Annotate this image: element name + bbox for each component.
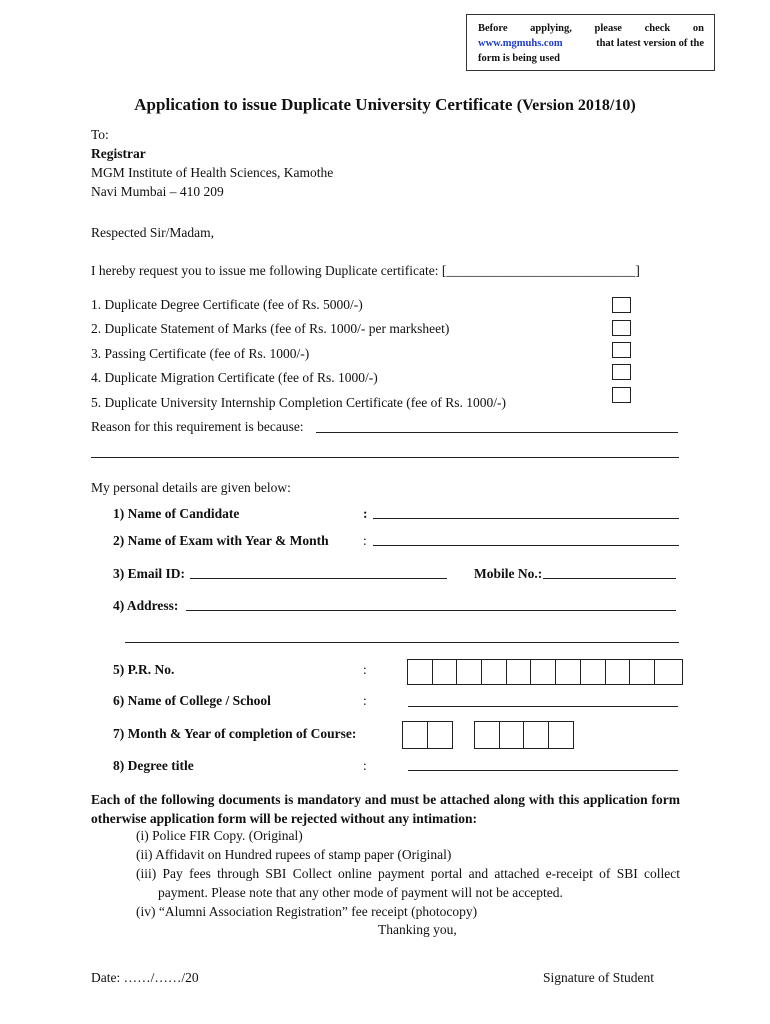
mandatory-note: Each of the following documents is mandatory and must be attached along with this application form otherwise application form will be rejected without any intimation: (91, 792, 680, 826)
name-exam-input[interactable] (373, 545, 679, 546)
name-exam-label: 2) Name of Exam with Year & Month (113, 533, 329, 548)
mobile-label: Mobile No.: (474, 566, 543, 581)
name-candidate-label: 1) Name of Candidate (113, 506, 240, 521)
notice-word: please (594, 23, 622, 34)
salutation: Respected Sir/Madam, (91, 225, 214, 240)
completion-label: 7) Month & Year of completion of Course: (113, 726, 357, 741)
completion-month-boxes[interactable] (402, 721, 453, 749)
institute-name: MGM Institute of Health Sciences, Kamothe (91, 165, 334, 180)
pr-no-label: 5) P.R. No. (113, 662, 175, 677)
notice-word: on (692, 23, 704, 34)
date-field[interactable]: Date: ……/……/20 (91, 970, 199, 985)
notice-text: that latest version of the (596, 38, 704, 49)
address-label: 4) Address: (113, 598, 179, 613)
completion-year-boxes[interactable] (474, 721, 574, 749)
pr-no-boxes[interactable] (407, 659, 683, 685)
reason-input-line-2[interactable] (91, 457, 679, 458)
document-item: (i) Police FIR Copy. (Original) (136, 828, 303, 843)
document-item: (ii) Affidavit on Hundred rupees of stamp paper (Original) (136, 847, 452, 862)
request-line[interactable]: I hereby request you to issue me following Duplicate certificate: [____________________________] (91, 263, 640, 278)
notice-word: applying, (530, 23, 572, 34)
document-item: (iii) Pay fees through SBI Collect online payment portal and attached e-receipt of SBI collect (136, 866, 680, 881)
form-title (0, 95, 770, 115)
colon: : (363, 693, 367, 708)
certificate-option: 4. Duplicate Migration Certificate (fee of Rs. 1000/-) (91, 370, 378, 385)
colon: : (363, 662, 367, 677)
registrar: Registrar (91, 146, 146, 161)
notice-word: Before (478, 23, 508, 34)
version-notice-box (466, 14, 715, 71)
degree-input[interactable] (408, 770, 678, 771)
reason-label: Reason for this requirement is because: (91, 419, 304, 434)
signature-label: Signature of Student (543, 970, 654, 985)
college-label: 6) Name of College / School (113, 693, 271, 708)
certificate-option: 5. Duplicate University Internship Completion Certificate (fee of Rs. 1000/-) (91, 395, 507, 410)
certificate-option: 1. Duplicate Degree Certificate (fee of Rs. 5000/-) (91, 297, 363, 312)
checkbox-migration[interactable] (612, 364, 631, 380)
address-input-2[interactable] (125, 642, 679, 643)
title-main: Application to issue Duplicate University Certificate (134, 95, 513, 114)
email-label: 3) Email ID: (113, 566, 185, 581)
notice-text: form is being used (478, 53, 560, 64)
certificate-option: 3. Passing Certificate (fee of Rs. 1000/-) (91, 346, 310, 361)
email-input[interactable] (190, 578, 447, 579)
checkbox-degree[interactable] (612, 297, 631, 313)
document-item-continued: payment. Please note that any other mode of payment will not be accepted. (158, 885, 563, 900)
website-link[interactable]: www.mgmuhs.com (478, 38, 563, 49)
document-item: (iv) “Alumni Association Registration” fee receipt (photocopy) (136, 904, 478, 919)
name-candidate-input[interactable] (373, 518, 679, 519)
checkbox-internship[interactable] (612, 387, 631, 403)
reason-input-line[interactable] (316, 432, 678, 433)
to-label: To: (91, 127, 109, 142)
personal-intro: My personal details are given below: (91, 480, 291, 495)
certificate-option: 2. Duplicate Statement of Marks (fee of Rs. 1000/- per marksheet) (91, 321, 450, 336)
degree-label: 8) Degree title (113, 758, 194, 773)
title-version: (Version 2018/10) (516, 97, 636, 114)
mobile-input[interactable] (543, 578, 676, 579)
institute-city: Navi Mumbai – 410 209 (91, 184, 224, 199)
college-input[interactable] (408, 706, 678, 707)
checkbox-passing[interactable] (612, 342, 631, 358)
closing-thanks: Thanking you, (378, 922, 457, 937)
colon: : (363, 533, 367, 548)
colon: : (363, 506, 368, 521)
address-input[interactable] (186, 610, 676, 611)
colon: : (363, 758, 367, 773)
notice-word: check (644, 23, 671, 34)
checkbox-marks[interactable] (612, 320, 631, 336)
